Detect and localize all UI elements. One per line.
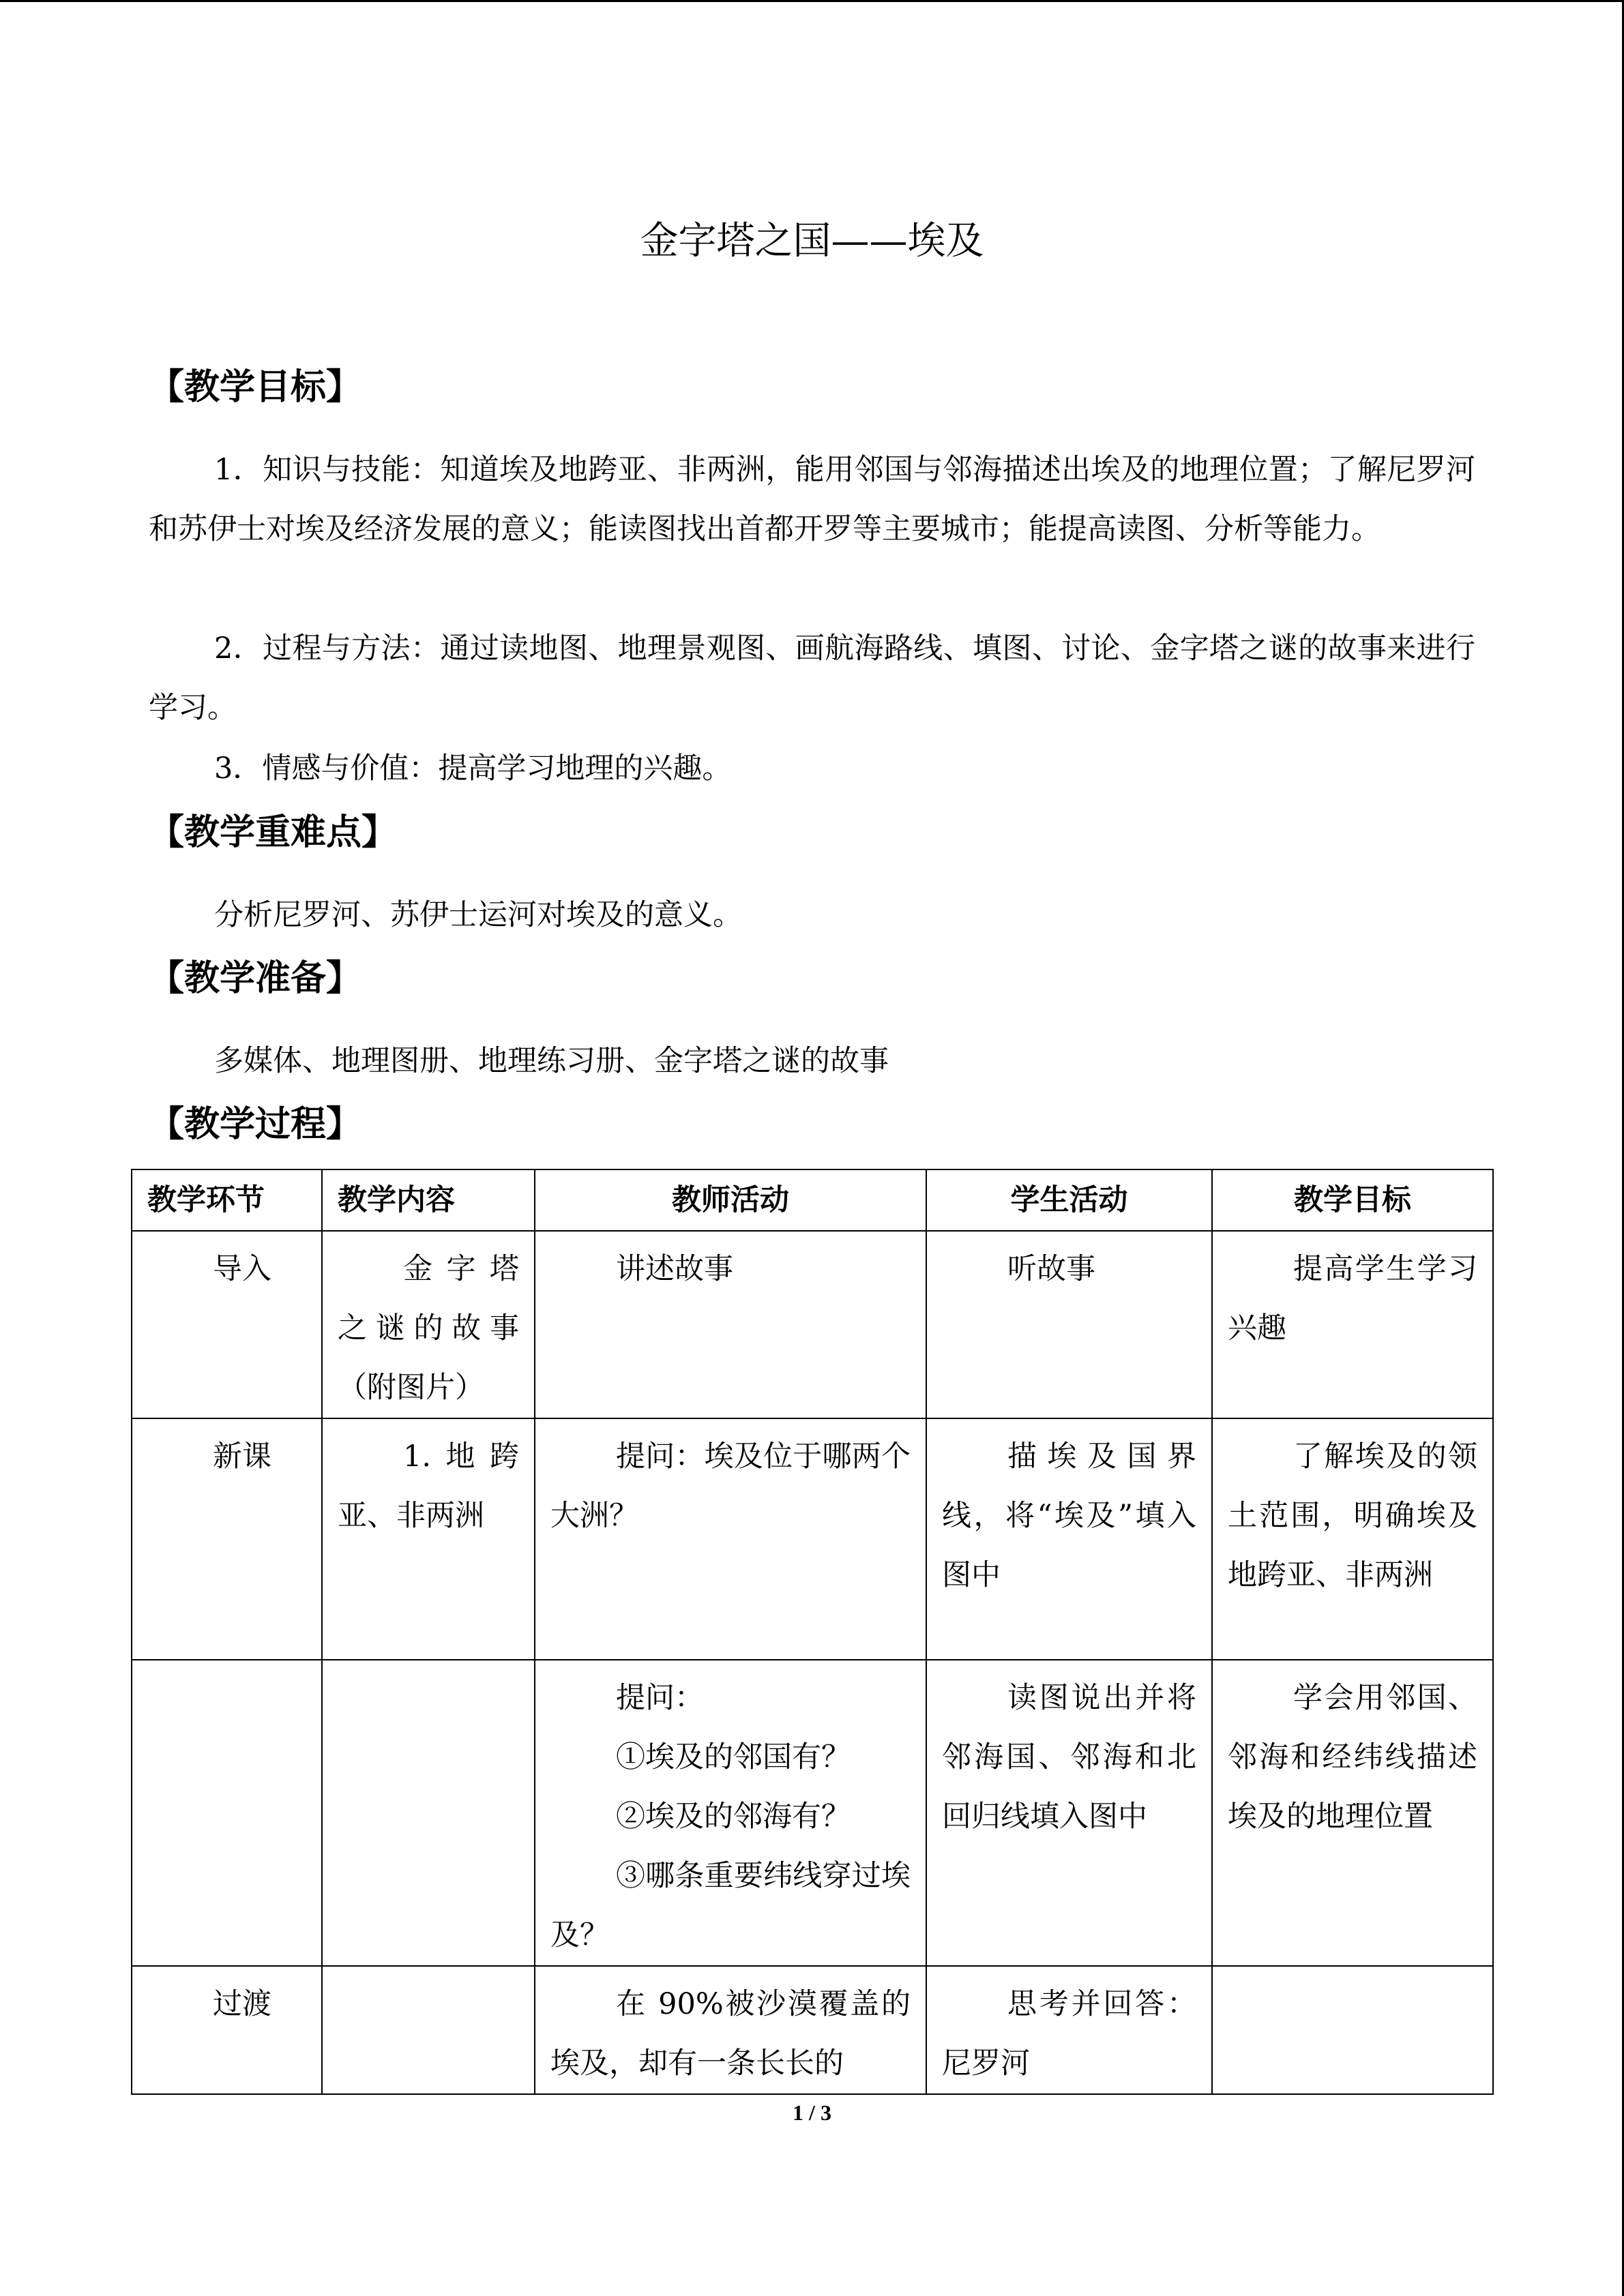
cell-stage: 导入 [132, 1231, 322, 1418]
table-row [132, 1418, 1493, 1660]
preparation-paragraph: 多媒体、地理图册、地理练习册、金字塔之谜的故事 [214, 1044, 889, 1078]
page-number: 1 / 3 [793, 2100, 831, 2125]
cell-content [322, 1660, 535, 1966]
cell-stage: 过渡 [132, 1966, 322, 2094]
header-stage: 教学环节 [132, 1169, 322, 1231]
cell-content: 1.地跨亚、非两洲 [322, 1418, 535, 1660]
teaching-process-table [131, 1169, 1494, 2095]
table-row [132, 1660, 1493, 1966]
teacher-line: ③哪条重要纬线穿过埃及？ [550, 1859, 911, 1952]
cell-goal: 学会用邻国、邻海和经纬线描述埃及的地理位置 [1212, 1660, 1493, 1966]
header-teacher: 教师活动 [535, 1169, 926, 1231]
header-content: 教学内容 [322, 1169, 535, 1231]
cell-goal [1212, 1966, 1493, 2094]
cell-goal: 了解埃及的领土范围，明确埃及地跨亚、非两洲 [1212, 1418, 1493, 1660]
cell-content [322, 1966, 535, 2094]
cell-content: 金字塔之谜的故事（附图片） [322, 1231, 535, 1418]
keypoints-paragraph: 分析尼罗河、苏伊士运河对埃及的意义。 [214, 898, 742, 932]
cell-student: 读图说出并将邻海国、邻海和北回归线填入图中 [926, 1660, 1212, 1966]
table-row [132, 1231, 1493, 1418]
header-goal: 教学目标 [1212, 1169, 1493, 1231]
cell-student: 描埃及国界线，将“埃及”填入图中 [926, 1418, 1212, 1660]
teacher-line: 提问： [616, 1681, 704, 1715]
table-row [132, 1966, 1493, 2094]
cell-stage [132, 1660, 322, 1966]
cell-teacher: 在 90%被沙漠覆盖的埃及，却有一条长长的 [535, 1966, 926, 2094]
cell-goal: 提高学生学习兴趣 [1212, 1231, 1493, 1418]
cell-teacher: 提问：埃及位于哪两个大洲？ [535, 1418, 926, 1660]
table-header-row [132, 1169, 1493, 1231]
document-title: 金字塔之国——埃及 [640, 219, 984, 263]
teacher-line: ①埃及的邻国有？ [616, 1740, 851, 1774]
objective-paragraph-1: 1．知识与技能：知道埃及地跨亚、非两洲，能用邻国与邻海描述出埃及的地理位置；了解尼罗河和苏伊士对埃及经济发展的意义；能读图找出首都开罗等主要城市；能提高读图、分析等能力。 [149, 453, 1475, 546]
page-border-top [0, 0, 1624, 2]
section-heading-preparation: 【教学准备】 [149, 957, 362, 999]
cell-stage: 新课 [132, 1418, 322, 1660]
teacher-line: ②埃及的邻海有？ [616, 1800, 851, 1834]
cell-student: 听故事 [926, 1231, 1212, 1418]
objective-paragraph-2: 2．过程与方法：通过读地图、地理景观图、画航海路线、填图、讨论、金字塔之谜的故事来进行学习。 [149, 631, 1475, 725]
header-student: 学生活动 [926, 1169, 1212, 1231]
cell-teacher [535, 1660, 926, 1966]
cell-teacher: 讲述故事 [535, 1231, 926, 1418]
objective-paragraph-3: 3．情感与价值：提高学习地理的兴趣。 [214, 751, 732, 786]
section-heading-process: 【教学过程】 [149, 1103, 362, 1145]
section-heading-keypoints: 【教学重难点】 [149, 811, 398, 853]
section-heading-objectives: 【教学目标】 [149, 366, 362, 408]
cell-student: 思考并回答：尼罗河 [926, 1966, 1212, 2094]
